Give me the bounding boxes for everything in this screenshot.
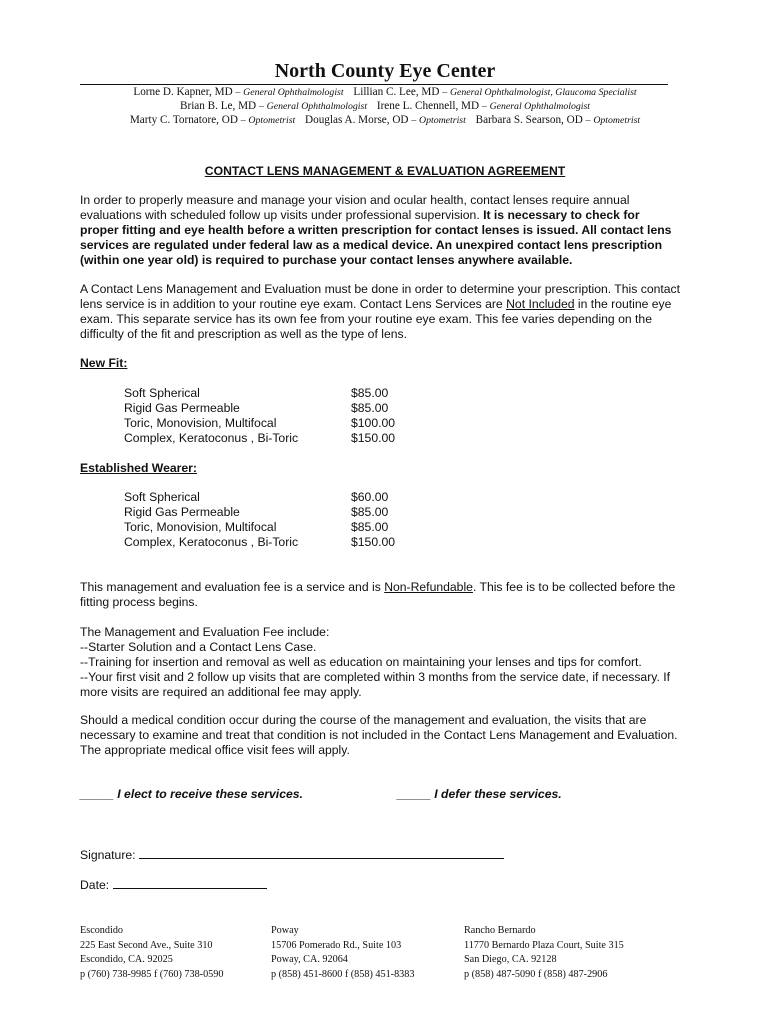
dash: – xyxy=(258,101,264,112)
service-name: Complex, Keratoconus , Bi-Toric xyxy=(124,431,299,445)
office-city-zip: Poway, CA. 92064 xyxy=(271,954,348,965)
doctor-specialty: Optometrist xyxy=(593,115,641,126)
doctor-name: Lillian C. Lee, MD xyxy=(353,86,440,98)
office-street: 15706 Pomerado Rd., Suite 103 xyxy=(271,939,402,951)
doctor-name: Barbara S. Searson, OD xyxy=(475,114,583,126)
agreement-title: CONTACT LENS MANAGEMENT & EVALUATION AGREEMENT xyxy=(204,164,566,178)
date-line[interactable] xyxy=(113,876,267,889)
service-name: Toric, Monovision, Multifocal xyxy=(124,416,277,430)
refund-paragraph xyxy=(80,580,680,610)
dash: – xyxy=(240,115,246,126)
fee-include-item: --Starter Solution and a Contact Lens Case. xyxy=(80,640,317,654)
office-rancho-bernardo xyxy=(464,924,624,982)
elect-receive-option[interactable]: _____ I elect to receive these services. xyxy=(80,787,303,801)
dash: – xyxy=(585,115,591,126)
fee-row xyxy=(124,401,444,416)
doctor-name: Marty C. Tornatore, OD xyxy=(129,114,238,126)
not-included-text: Not Included xyxy=(506,297,575,311)
doctor-specialty: General Ophthalmologist xyxy=(266,101,368,112)
doctor-specialty: Optometrist xyxy=(248,115,296,126)
medical-condition-paragraph: Should a medical condition occur during the course of the management and evaluation, the visits that are necessary to examine and treat that condition is not included in the Contact Lens Management and Evaluation. The appropriate medical office visit fees will apply. xyxy=(80,713,678,757)
service-name: Toric, Monovision, Multifocal xyxy=(124,520,277,534)
signature-label: Signature: xyxy=(80,848,136,862)
elect-defer-option[interactable]: _____ I defer these services. xyxy=(397,787,562,801)
fee-row xyxy=(124,505,444,520)
management-text-rest: in the routine eye exam. This separate service has its own fee from your routine eye exam. This fee varies depending on the difficulty of the fit and prescription as well as the type of lens. xyxy=(80,297,672,341)
refund-text: This management and evaluation fee is a service and is xyxy=(80,580,385,594)
office-city: Poway xyxy=(271,925,299,936)
doctor-specialty: General Ophthalmologist xyxy=(243,87,344,98)
office-city-zip: San Diego, CA. 92128 xyxy=(464,954,557,965)
doctor-line xyxy=(0,114,770,126)
header-divider xyxy=(80,84,668,85)
signature-line[interactable] xyxy=(139,846,504,859)
office-phones: p (858) 487-5090 f (858) 487-2906 xyxy=(464,968,608,980)
service-price: $85.00 xyxy=(351,386,389,400)
service-name: Soft Spherical xyxy=(124,490,200,504)
office-city: Escondido xyxy=(80,925,124,936)
established-wearer-heading: Established Wearer: xyxy=(80,461,197,475)
office-phones: p (858) 451-8600 f (858) 451-8383 xyxy=(271,968,415,980)
service-name: Rigid Gas Permeable xyxy=(124,505,240,519)
center-name: North County Eye Center xyxy=(274,60,496,82)
non-refundable-text: Non-Refundable xyxy=(384,580,473,594)
intro-text: In order to properly measure and manage your vision and ocular health, contact lenses require annual evaluations with scheduled follow up visits under professional supervision. xyxy=(80,193,630,222)
doctor-name: Irene L. Chennell, MD xyxy=(376,100,480,112)
signature-field xyxy=(80,846,504,862)
service-price: $60.00 xyxy=(351,490,389,504)
doctor-line xyxy=(0,100,770,112)
office-phones: p (760) 738-9985 f (760) 738-0590 xyxy=(80,968,224,980)
refund-text-rest: . This fee is to be collected before the fitting process begins. xyxy=(80,580,676,609)
management-text: A Contact Lens Management and Evaluation must be done in order to determine your prescription. This contact lens service is in addition to your routine eye exam. Contact Lens Services are xyxy=(80,282,681,311)
dash: – xyxy=(411,115,417,126)
office-escondido xyxy=(80,924,223,982)
fee-include-item: --Training for insertion and removal as well as education on maintaining your lenses and tips for comfort. xyxy=(80,655,642,669)
dash: – xyxy=(481,101,487,112)
doctor-specialty: Optometrist xyxy=(419,115,466,126)
doctor-name: Lorne D. Kapner, MD xyxy=(133,86,233,98)
service-name: Soft Spherical xyxy=(124,386,200,400)
doctor-specialty: General Ophthalmologist, Glaucoma Specialist xyxy=(449,87,637,98)
doctor-specialty: General Ophthalmologist xyxy=(489,101,590,112)
fee-row xyxy=(124,520,444,535)
date-field xyxy=(80,876,267,892)
office-street: 11770 Bernardo Plaza Court, Suite 315 xyxy=(464,939,624,951)
doctor-name: Douglas A. Morse, OD xyxy=(305,114,409,126)
service-price: $150.00 xyxy=(351,535,396,549)
service-price: $85.00 xyxy=(351,520,389,534)
fee-include-item: --Your first visit and 2 follow up visits that are completed within 3 months from the service date, if necessary. If more visits are required an additional fee may apply. xyxy=(80,670,670,699)
fee-row xyxy=(124,431,444,446)
doctor-name: Brian B. Le, MD xyxy=(180,100,257,112)
dash: – xyxy=(442,87,448,98)
dash: – xyxy=(235,87,241,98)
new-fit-heading: New Fit: xyxy=(80,356,128,370)
service-price: $85.00 xyxy=(351,505,389,519)
service-price: $85.00 xyxy=(351,401,389,415)
office-city: Rancho Bernardo xyxy=(464,925,536,936)
fee-row xyxy=(124,535,444,550)
fee-row xyxy=(124,386,444,401)
office-poway xyxy=(271,924,414,982)
service-price: $100.00 xyxy=(351,416,396,430)
date-label: Date: xyxy=(80,878,110,892)
fee-row xyxy=(124,490,444,505)
doctor-line xyxy=(0,86,770,98)
fee-include-heading: The Management and Evaluation Fee include: xyxy=(80,625,330,639)
office-street: 225 East Second Ave., Suite 310 xyxy=(80,939,213,951)
service-price: $150.00 xyxy=(351,431,396,445)
service-name: Rigid Gas Permeable xyxy=(124,401,240,415)
service-name: Complex, Keratoconus , Bi-Toric xyxy=(124,535,299,549)
office-city-zip: Escondido, CA. 92025 xyxy=(80,954,173,965)
fee-row xyxy=(124,416,444,431)
intro-paragraph xyxy=(80,193,680,268)
management-paragraph xyxy=(80,282,680,342)
fee-include-section xyxy=(80,625,680,700)
intro-bold-text: It is necessary to check for proper fitting and eye health before a written prescription for contact lenses is issued. All contact lens services are regulated under federal law as a medical device. An unexpired contact lens prescription (within one year old) is required to purchase your contact lenses anywhere available. xyxy=(80,208,672,267)
